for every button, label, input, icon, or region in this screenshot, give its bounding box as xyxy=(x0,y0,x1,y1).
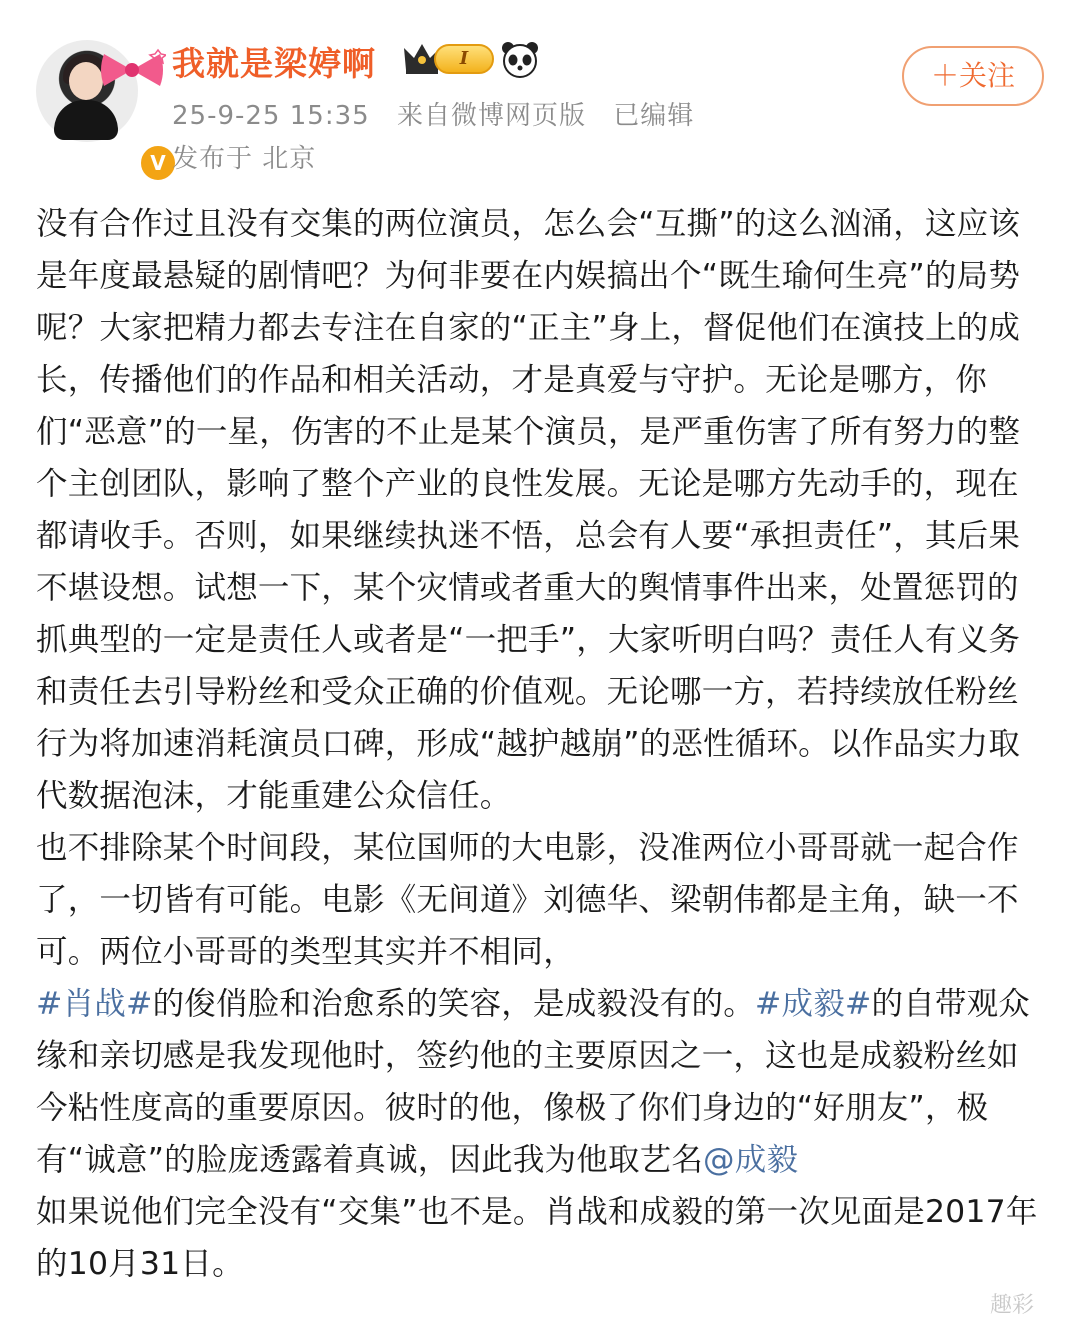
hashtag-xiaozhan[interactable]: #肖战# xyxy=(36,986,153,1022)
post-source: 来自微博网页版 xyxy=(396,101,586,131)
post-timestamp[interactable]: 25-9-25 15:35 xyxy=(172,101,370,131)
post-content xyxy=(36,198,1046,1290)
post-meta xyxy=(172,95,712,132)
paragraph-3-part-a: 的俊俏脸和治愈系的笑容，是成毅没有的。 xyxy=(152,986,755,1022)
panda-icon xyxy=(500,40,540,80)
watermark: 趣彩 xyxy=(990,1293,1035,1318)
avatar-body xyxy=(54,100,118,140)
paragraph-3-part-b: 的自带观众缘和亲切感是我发现他时，签约他的主要原因之一，这也是成毅粉丝如今粘性度高的重要原因。彼时的他，像极了你们身边的“好朋友”，极有“诚意”的脸庞透露着真诚，因此我为他取艺名 xyxy=(36,986,1031,1178)
avatar[interactable] xyxy=(36,40,166,175)
paragraph-2: 也不排除某个时间段，某位国师的大电影，没准两位小哥哥就一起合作了，一切皆有可能。电影《无间道》刘德华、梁朝伟都是主角，缺一不可。两位小哥哥的类型其实并不相同， xyxy=(36,830,1019,970)
hashtag-chengyi[interactable]: #成毅# xyxy=(754,986,872,1022)
post-header xyxy=(0,0,1080,190)
paragraph-1: 没有合作过且没有交集的两位演员，怎么会“互撕”的这么汹涌，这应该是年度最悬疑的剧情吧？为何非要在内娱搞出个“既生瑜何生亮”的局势呢？大家把精力都去专注在自家的“正主”身上，督促他们在演技上的成长，传播他们的作品和相关活动，才是真爱与守护。无论是哪方，你们“恶意”的一星，伤害的不止是某个演员，是严重伤害了所有努力的整个主创团队，影响了整个产业的良性发展。无论是哪方先动手的，现在都请收手。否则，如果继续执迷不悟，总会有人要“承担责任”，其后果不堪设想。试想一下，某个灾情或者重大的舆情事件出来，处置惩罚的抓典型的一定是责任人或者是“一把手”，大家听明白吗？责任人有义务和责任去引导粉丝和受众正确的价值观。无论哪一方，若持续放任粉丝行为将加速消耗演员口碑，形成“越护越崩”的恶性循环。以作品实力取代数据泡沫，才能重建公众信任。 xyxy=(36,206,1021,814)
level-badge: I xyxy=(434,44,494,74)
pink-bow-icon xyxy=(98,48,166,92)
verified-badge: V xyxy=(138,143,178,183)
paragraph-4: 如果说他们完全没有“交集”也不是。肖战和成毅的第一次见面是2017年的10月31日。 xyxy=(36,1194,1038,1282)
follow-button[interactable]: ＋关注 xyxy=(902,46,1044,106)
post-edited[interactable]: 已编辑 xyxy=(613,101,695,131)
post-location: 发布于 北京 xyxy=(172,144,317,174)
author-name[interactable]: 我就是梁婷啊 xyxy=(172,44,376,83)
mention-chengyi[interactable]: @成毅 xyxy=(703,1142,799,1178)
paragraph-3 xyxy=(36,978,1046,1186)
